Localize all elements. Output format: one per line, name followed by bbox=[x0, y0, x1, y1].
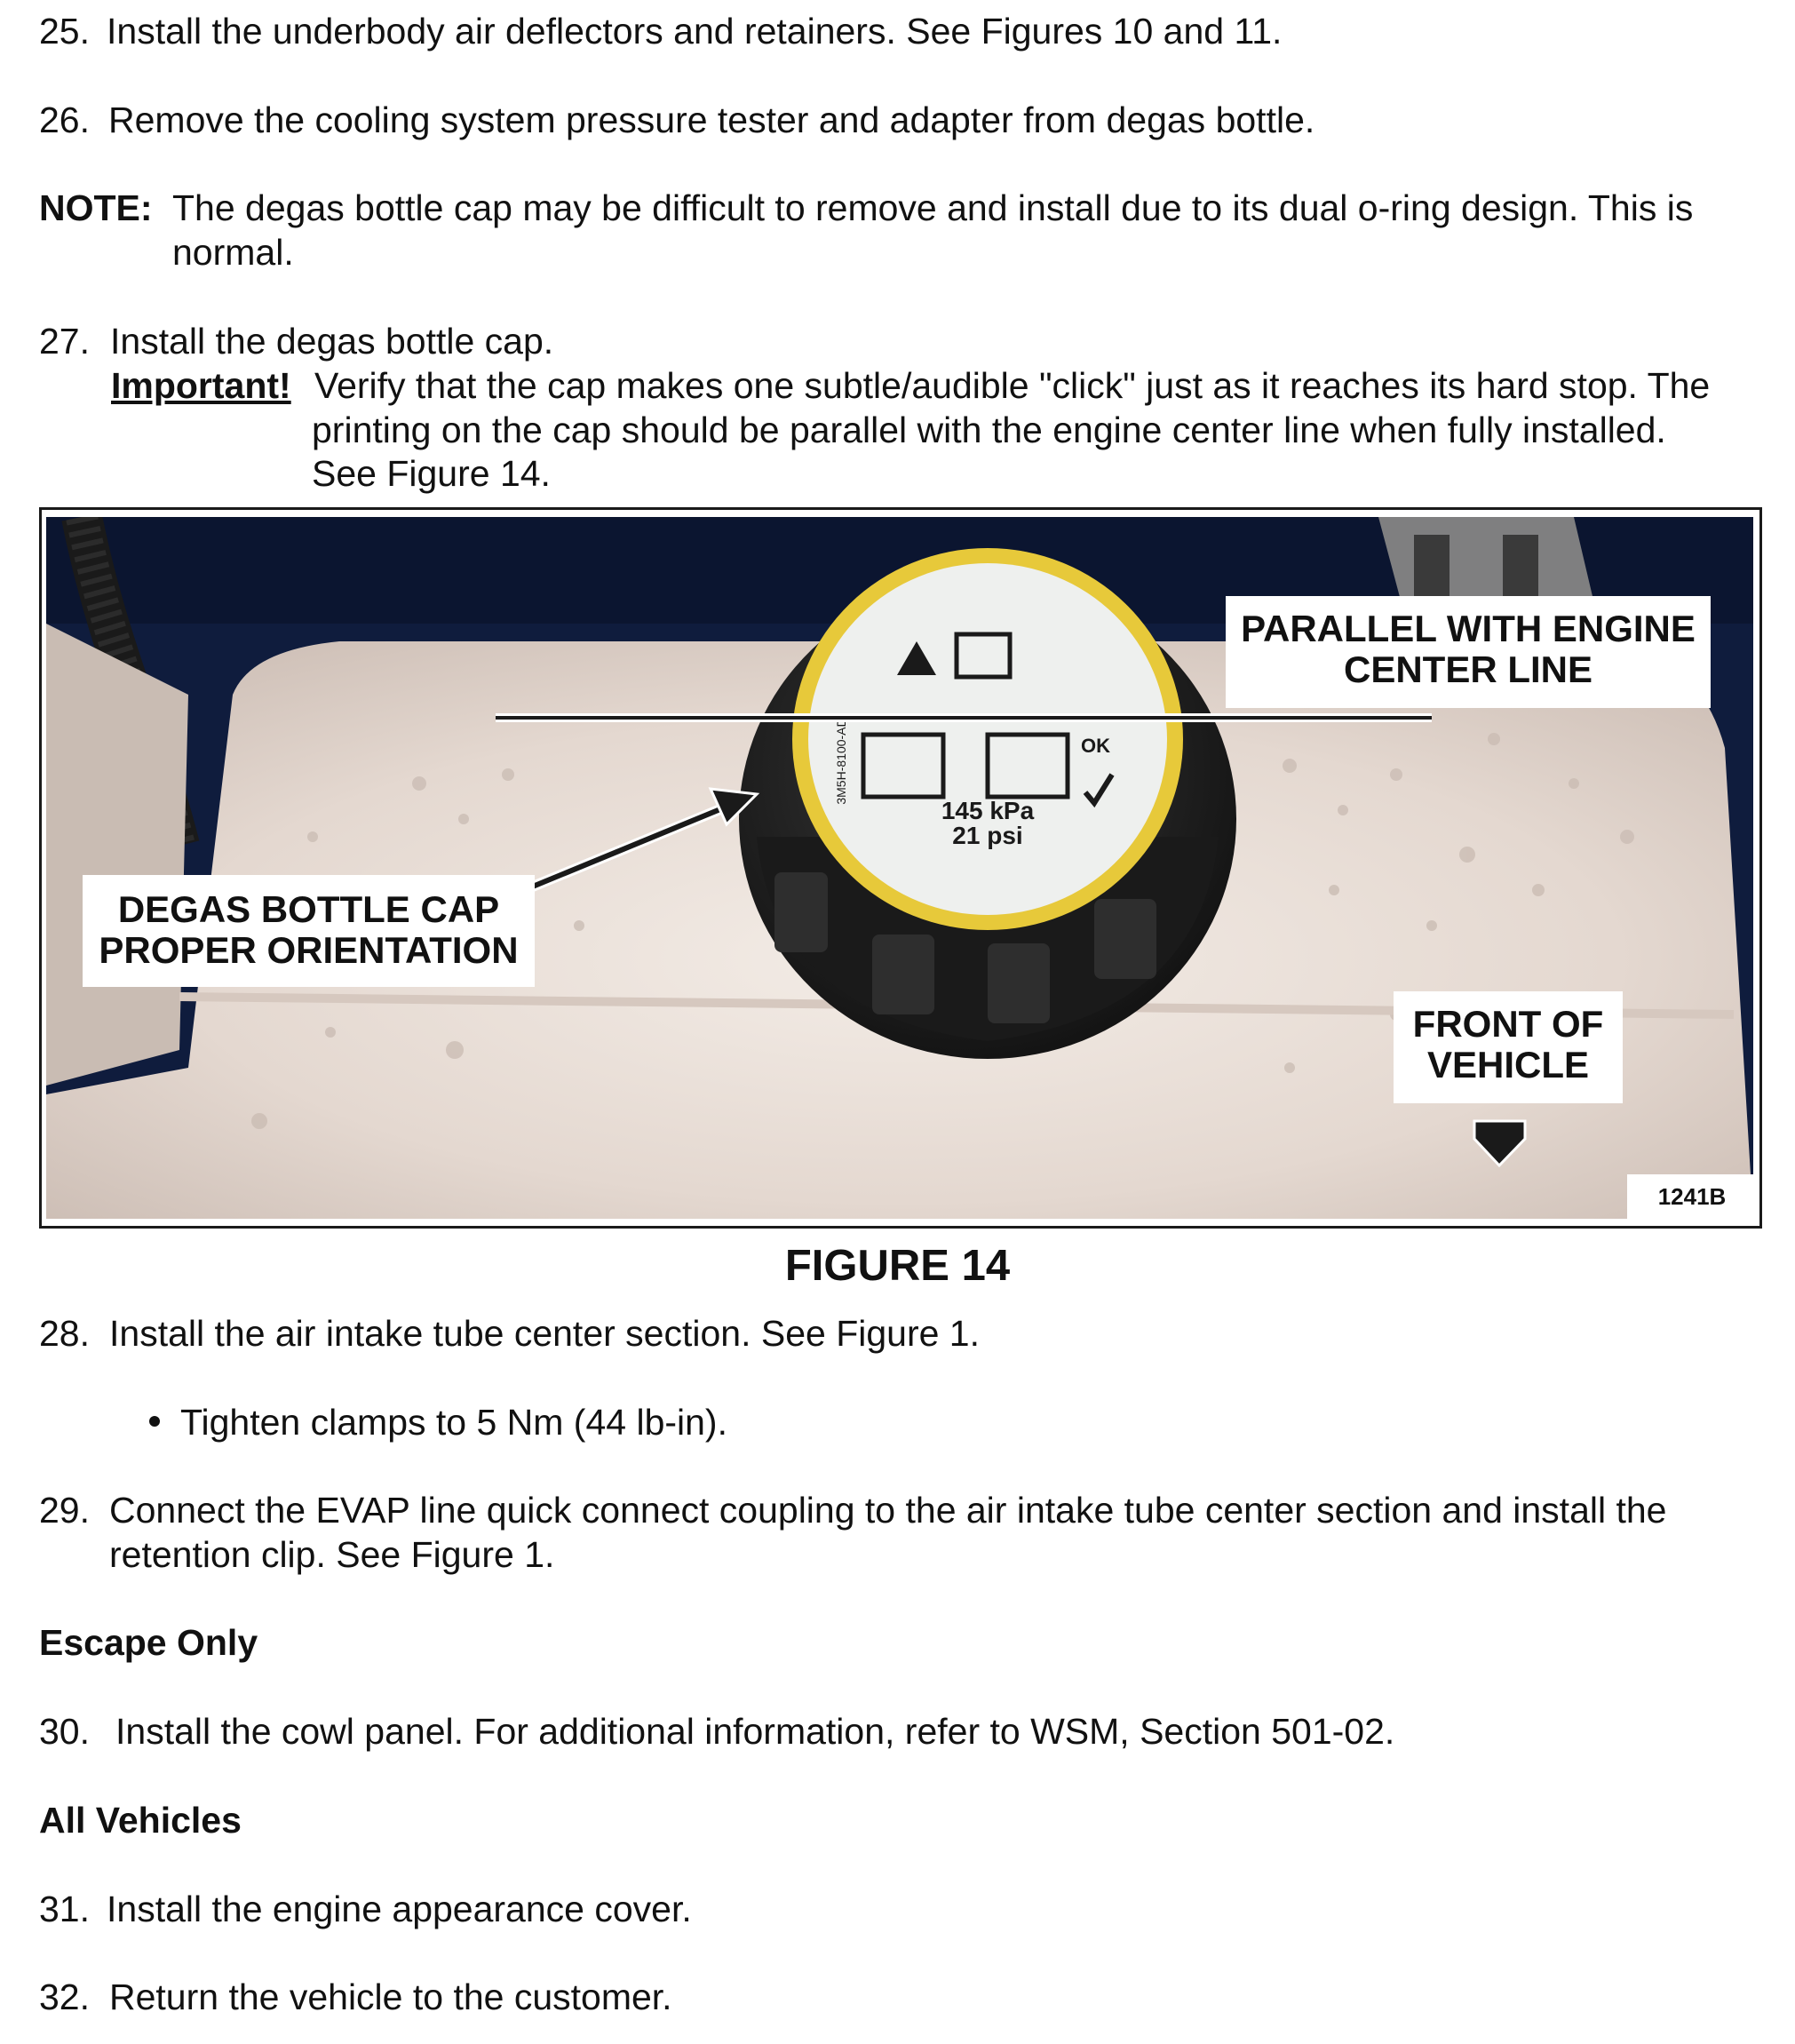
bullet-dot-icon bbox=[149, 1416, 160, 1427]
step-text-line1: Connect the EVAP line quick connect coupling to the air intake tube center section and install the bbox=[109, 1490, 1667, 1531]
step-29-line2: retention clip. See Figure 1. bbox=[109, 1534, 555, 1575]
note-label: NOTE: bbox=[39, 187, 153, 228]
step-28 bbox=[39, 1311, 980, 1356]
step-30 bbox=[39, 1709, 1395, 1754]
step-31 bbox=[39, 1887, 692, 1931]
callout-line: PARALLEL WITH ENGINE bbox=[1241, 608, 1696, 649]
step-29 bbox=[39, 1488, 1667, 1532]
important-line1: Verify that the cap makes one subtle/audible "click" just as it reaches its hard stop. The bbox=[314, 365, 1711, 406]
step-text: Install the cowl panel. For additional information, refer to WSM, Section 501-02. bbox=[115, 1711, 1395, 1752]
step-27 bbox=[39, 319, 554, 363]
step-text: Remove the cooling system pressure tester and adapter from degas bottle. bbox=[108, 99, 1315, 140]
cap-kpa-text: 145 kPa bbox=[941, 797, 1035, 824]
step-number: 28. bbox=[39, 1313, 90, 1354]
step-number: 31. bbox=[39, 1889, 90, 1929]
important-line2: printing on the cap should be parallel with the engine center line when fully installed. bbox=[312, 410, 1666, 450]
callout-line: PROPER ORIENTATION bbox=[99, 929, 519, 971]
cap-psi-text: 21 psi bbox=[952, 822, 1023, 849]
callout-line: FRONT OF bbox=[1412, 1003, 1604, 1045]
step-number: 30. bbox=[39, 1711, 90, 1752]
heading-escape-only: Escape Only bbox=[39, 1622, 258, 1663]
step-text: Install the underbody air deflectors and retainers. See Figures 10 and 11. bbox=[107, 11, 1283, 52]
step-text: Install the degas bottle cap. bbox=[110, 321, 554, 362]
step-26 bbox=[39, 98, 1315, 142]
callout-front-of-vehicle bbox=[1394, 991, 1623, 1103]
figure-id-label: 1241B bbox=[1627, 1174, 1757, 1219]
step-number: 29. bbox=[39, 1490, 90, 1531]
cap-part-no: 3M5H-8100-AD bbox=[834, 718, 848, 805]
callout-degas-bottle-cap bbox=[83, 875, 535, 987]
callout-line: VEHICLE bbox=[1426, 1044, 1590, 1086]
step-text: Install the engine appearance cover. bbox=[107, 1889, 692, 1929]
heading-all-vehicles: All Vehicles bbox=[39, 1800, 242, 1841]
figure-caption: FIGURE 14 bbox=[784, 1242, 1011, 1290]
important-label: Important! bbox=[111, 365, 291, 406]
step-number: 26. bbox=[39, 99, 90, 140]
cap-ok-text: OK bbox=[1081, 735, 1110, 757]
callout-parallel-engine-center-line bbox=[1226, 596, 1711, 708]
note-text-line2: normal. bbox=[172, 232, 294, 273]
step-text: Return the vehicle to the customer. bbox=[109, 1976, 672, 2017]
callout-line: CENTER LINE bbox=[1343, 648, 1592, 690]
step-number: 27. bbox=[39, 321, 90, 362]
callout-line: DEGAS BOTTLE CAP bbox=[117, 888, 500, 930]
step-number: 32. bbox=[39, 1976, 90, 2017]
step-25 bbox=[39, 9, 1283, 53]
step-number: 25. bbox=[39, 11, 90, 52]
note-text-line1: The degas bottle cap may be difficult to remove and install due to its dual o-ring design. This is bbox=[172, 187, 1694, 228]
step-32 bbox=[39, 1975, 672, 2019]
important-line3: See Figure 14. bbox=[312, 453, 551, 494]
bullet-tighten-clamps: Tighten clamps to 5 Nm (44 lb-in). bbox=[180, 1402, 727, 1443]
step-text: Install the air intake tube center section. See Figure 1. bbox=[109, 1313, 980, 1354]
